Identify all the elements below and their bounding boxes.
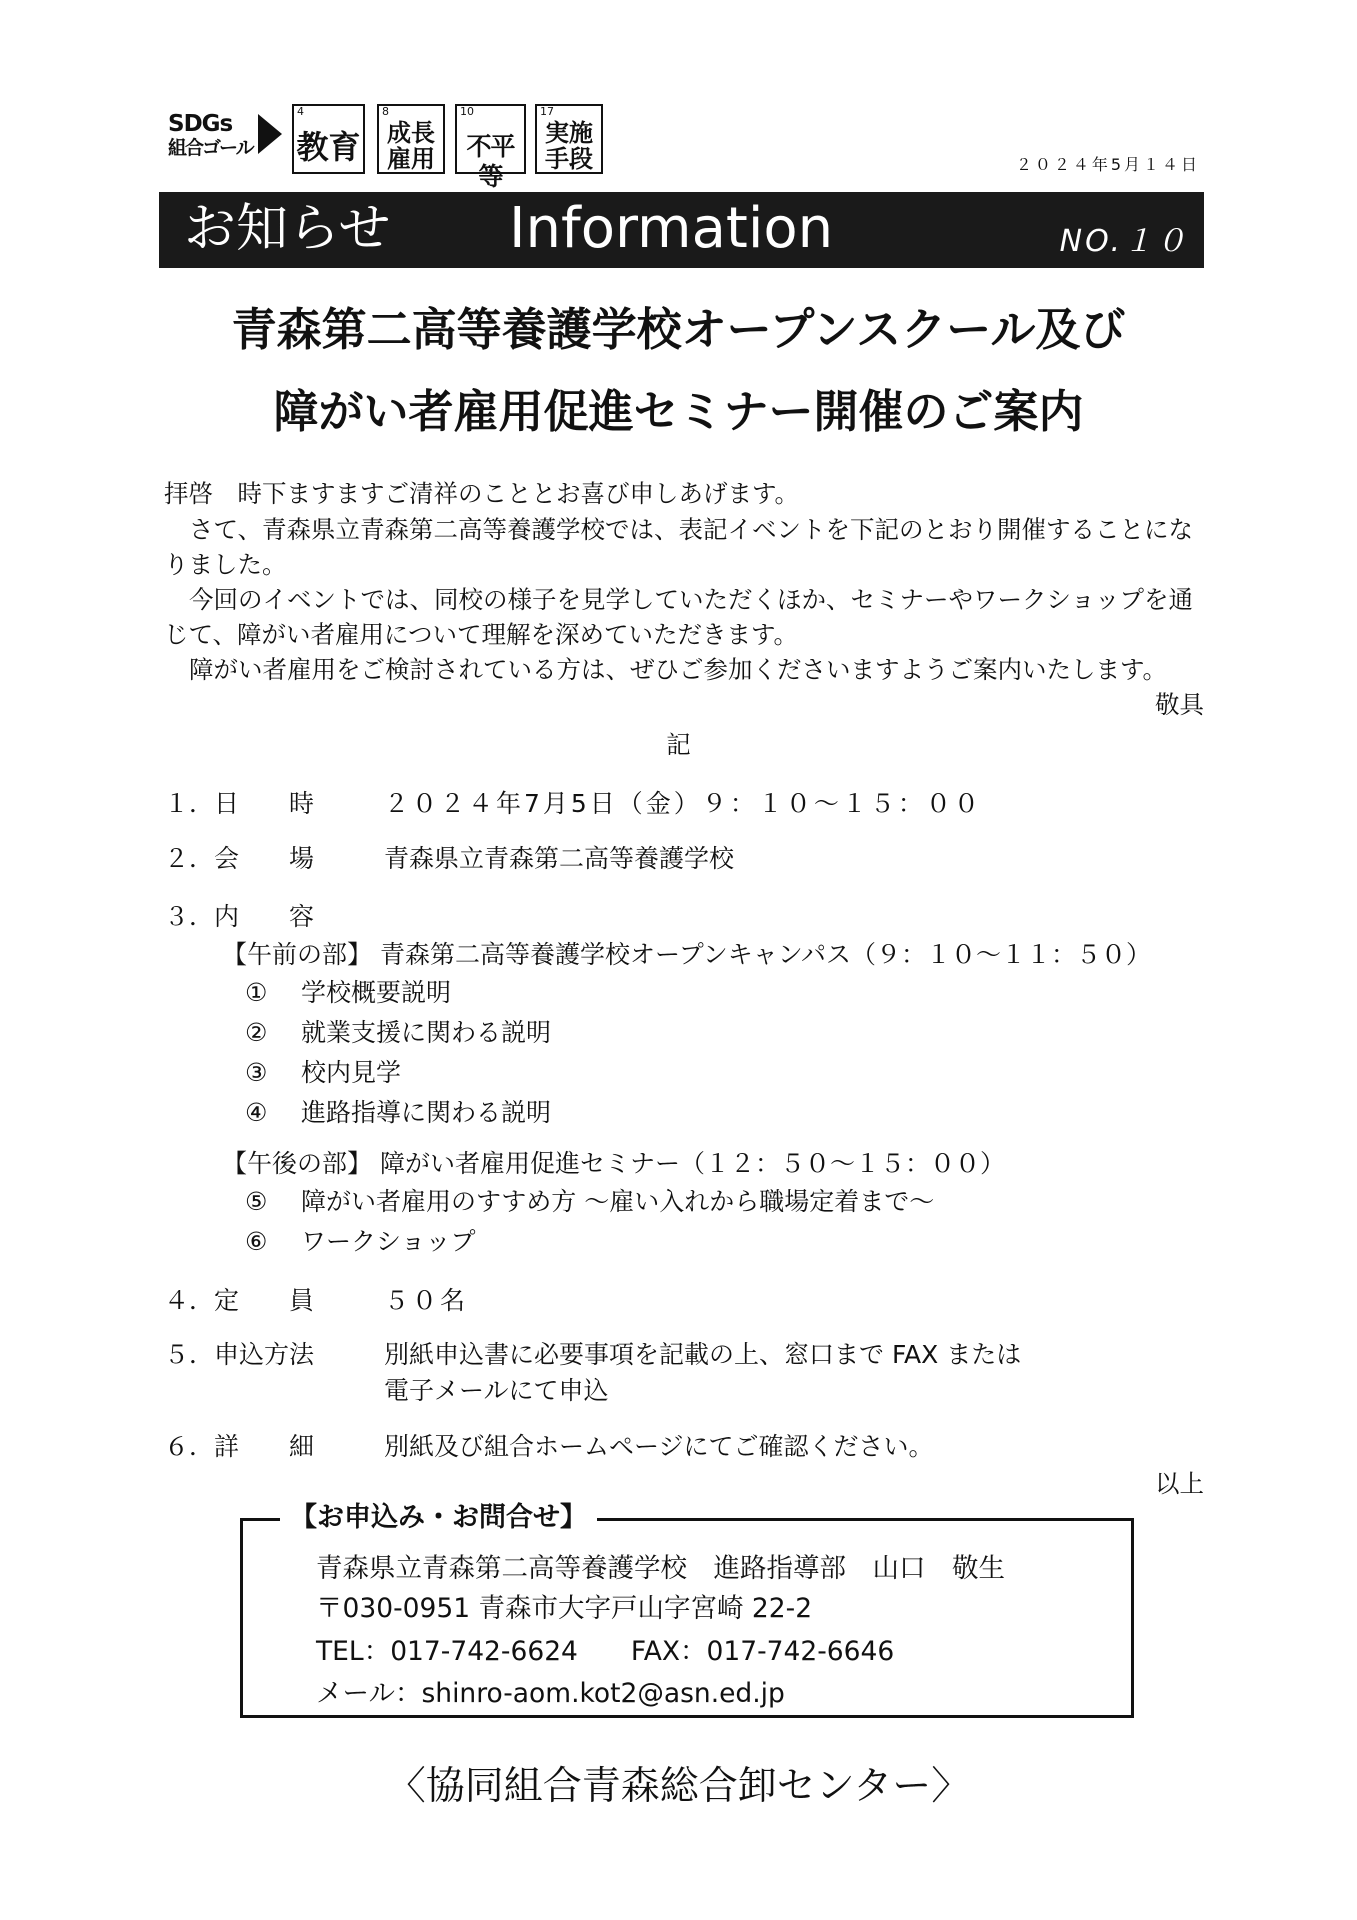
sdgs-goal-education bbox=[292, 104, 365, 174]
invitation-paragraph: 障がい者雇用をご検討されている方は、ぜひご参加くださいますようご案内いたします。 bbox=[189, 655, 1168, 684]
issue-number: NO.１０ bbox=[1059, 224, 1189, 259]
list-item-text: 就業支援に関わる説明 bbox=[301, 1018, 552, 1047]
item-value: ２０２４年7月5日（金）９：１０～１５：００ bbox=[384, 789, 982, 818]
item-label: ６．詳 細 bbox=[164, 1432, 315, 1461]
list-item-text: 校内見学 bbox=[301, 1058, 402, 1087]
banner-title-en: Information bbox=[509, 196, 834, 261]
sdgs-label-line2: 組合ゴール bbox=[168, 137, 253, 159]
sdgs-label bbox=[168, 112, 258, 160]
goal-text: 成長 雇用 bbox=[387, 119, 435, 173]
arrow-right-icon bbox=[258, 114, 282, 154]
item-capacity bbox=[164, 1283, 468, 1319]
contact-address: 〒030-0951 青森市大字戸山字宮崎 22-2 bbox=[316, 1593, 813, 1624]
info-banner bbox=[159, 192, 1204, 268]
list-item-mark: ⑤ bbox=[245, 1187, 268, 1216]
item-label: ５．申込方法 bbox=[164, 1340, 315, 1369]
list-item bbox=[245, 973, 451, 1013]
item-value: 青森県立青森第二高等養護学校 bbox=[384, 844, 735, 873]
apply-line2: 電子メールにて申込 bbox=[384, 1376, 609, 1405]
purpose-paragraph: 今回のイベントでは、同校の様子を見学していただくほか、セミナーやワークショップを通じて、障がい者雇用について理解を深めていただきます。 bbox=[164, 585, 1194, 649]
item-label: ３．内 容 bbox=[164, 902, 315, 931]
apply-line1: 別紙申込書に必要事項を記載の上、窓口まで FAX または bbox=[384, 1340, 1022, 1369]
contact-heading: 【お申込み・お問合せ】 bbox=[280, 1498, 597, 1538]
goal-number: 8 bbox=[382, 105, 389, 118]
goal-text: 不平等 bbox=[466, 132, 515, 191]
item-details bbox=[164, 1429, 934, 1465]
item-value: ５０名 bbox=[384, 1286, 469, 1315]
list-item bbox=[245, 1053, 401, 1093]
sdgs-goal-growth bbox=[377, 104, 445, 174]
list-item-text: 学校概要説明 bbox=[301, 978, 452, 1007]
sdgs-goal-inequality bbox=[455, 104, 526, 191]
issue-date: ２０２４年5月１４日 bbox=[1015, 155, 1200, 174]
sdgs-goal-means bbox=[535, 104, 603, 174]
list-item-text: 進路指導に関わる説明 bbox=[301, 1098, 552, 1127]
list-item-text: 障がい者雇用のすすめ方 ～雇い入れから職場定着まで～ bbox=[301, 1187, 935, 1216]
item-label: １．日 時 bbox=[164, 789, 315, 818]
list-item-text: ワークショップ bbox=[301, 1227, 476, 1256]
item-apply bbox=[164, 1337, 1021, 1409]
list-item-mark: ② bbox=[245, 1018, 268, 1047]
goal-text: 実施 手段 bbox=[545, 119, 593, 173]
list-item bbox=[245, 1182, 934, 1222]
footer-organization: 〈協同組合青森総合卸センター〉 bbox=[386, 1764, 971, 1809]
banner-title-jp: お知らせ bbox=[184, 199, 391, 259]
item-label: ４．定 員 bbox=[164, 1286, 315, 1315]
goal-number: 4 bbox=[297, 105, 304, 118]
goal-number: 17 bbox=[540, 105, 554, 118]
closing-ijo: 以上 bbox=[1155, 1469, 1204, 1498]
contact-phone-fax: TEL：017-742-6624 FAX：017-742-6646 bbox=[316, 1636, 895, 1667]
list-item bbox=[245, 1013, 551, 1053]
list-item-mark: ⑥ bbox=[245, 1227, 268, 1256]
list-item-mark: ④ bbox=[245, 1098, 268, 1127]
sdgs-label-line1: SDGs bbox=[168, 111, 233, 137]
item-date bbox=[164, 786, 982, 822]
session-afternoon-title: 【午後の部】 障がい者雇用促進セミナー（１２：５０～１５：００） bbox=[222, 1149, 1005, 1178]
goal-text: 教育 bbox=[296, 128, 361, 166]
ki-heading: 記 bbox=[666, 730, 691, 759]
page-title-line1: 青森第二高等養護学校オープンスクール及び bbox=[231, 303, 1126, 356]
list-item bbox=[245, 1093, 551, 1133]
contact-email[interactable]: メール：shinro-aom.kot2@asn.ed.jp bbox=[316, 1678, 785, 1709]
item-label: ２．会 場 bbox=[164, 844, 315, 873]
list-item bbox=[245, 1222, 476, 1262]
page-title-line2: 障がい者雇用促進セミナー開催のご案内 bbox=[273, 385, 1084, 438]
contact-person: 青森県立青森第二高等養護学校 進路指導部 山口 敬生 bbox=[316, 1553, 1005, 1584]
intro-paragraph: さて、青森県立青森第二高等養護学校では、表記イベントを下記のとおり開催することになりました。 bbox=[164, 515, 1194, 579]
session-morning-title: 【午前の部】 青森第二高等養護学校オープンキャンパス（９：１０～１１：５０） bbox=[222, 940, 1151, 969]
closing-keigu: 敬具 bbox=[1155, 690, 1204, 719]
greeting-paragraph: 拝啓 時下ますますご清祥のこととお喜び申しあげます。 bbox=[164, 479, 800, 508]
list-item-mark: ① bbox=[245, 978, 268, 1007]
goal-number: 10 bbox=[460, 105, 474, 118]
item-venue bbox=[164, 841, 734, 877]
list-item-mark: ③ bbox=[245, 1058, 268, 1087]
item-value: 別紙及び組合ホームページにてご確認ください。 bbox=[384, 1432, 934, 1461]
item-content bbox=[164, 899, 384, 935]
item-value bbox=[384, 1337, 1021, 1409]
